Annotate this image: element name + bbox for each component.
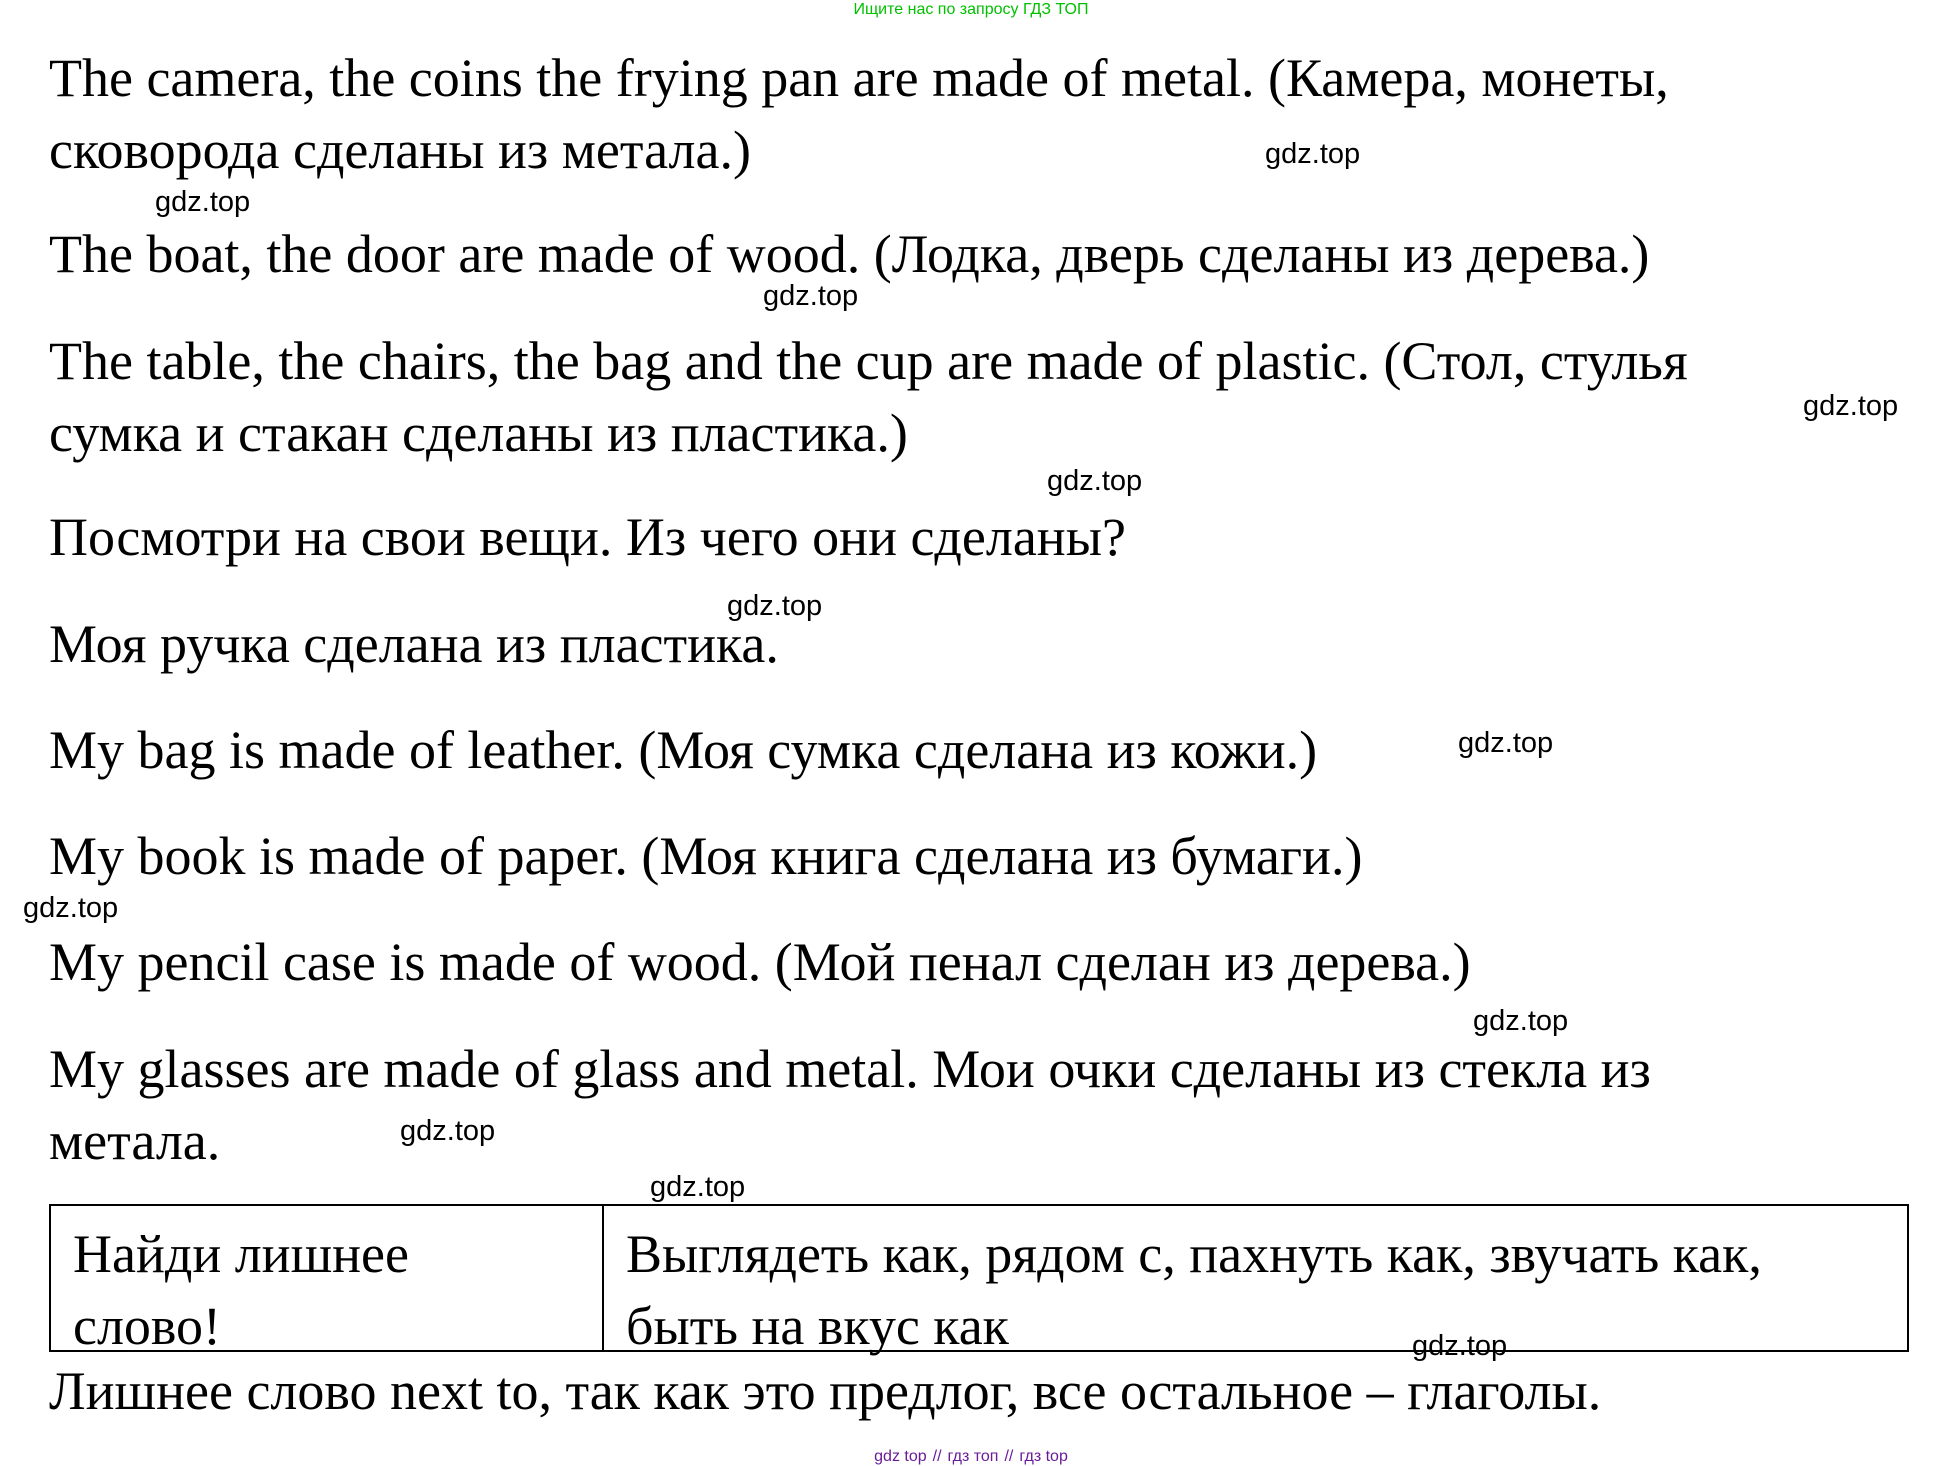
text-line-2: сковорода сделаны из метала.) xyxy=(49,120,751,180)
watermark: gdz.top xyxy=(1412,1330,1508,1362)
watermark: gdz.top xyxy=(763,280,859,312)
task-instruction-line-1: Найди лишнее xyxy=(73,1224,409,1284)
watermark: gdz.top xyxy=(400,1115,496,1147)
task-instruction-line-2: слово! xyxy=(73,1296,222,1356)
text-line-10: My pencil case is made of wood. (Мой пенал сделан из дерева.) xyxy=(49,932,1471,992)
text-line-9: My book is made of paper. (Моя книга сделана из бумаги.) xyxy=(49,826,1363,886)
search-hint-header: Ищите нас по запросу ГДЗ ТОП xyxy=(853,1,1089,18)
text-line-8: My bag is made of leather. (Моя сумка сделана из кожи.) xyxy=(49,720,1318,780)
footer-link-3[interactable]: гдз top xyxy=(1019,1448,1068,1465)
footer-separator: // xyxy=(932,1448,942,1465)
footer-separator: // xyxy=(1004,1448,1014,1465)
watermark: gdz.top xyxy=(727,590,823,622)
text-line-11: My glasses are made of glass and metal. Мои очки сделаны из стекла из xyxy=(49,1039,1651,1099)
text-line-5: сумка и стакан сделаны из пластика.) xyxy=(49,403,908,463)
watermark: gdz.top xyxy=(1458,727,1554,759)
task-words-cell xyxy=(604,1206,1907,1356)
task-instruction-cell xyxy=(51,1206,604,1356)
footer-link-1[interactable]: gdz top xyxy=(874,1448,927,1465)
answer-line: Лишнее слово next to, так как это предлог, все остальное – глаголы. xyxy=(49,1361,1602,1421)
footer-link-2[interactable]: гдз топ xyxy=(947,1448,999,1465)
text-line-6: Посмотри на свои вещи. Из чего они сделаны? xyxy=(49,507,1126,567)
watermark: gdz.top xyxy=(155,186,251,218)
text-line-1: The camera, the coins the frying pan are made of metal. (Камера, монеты, xyxy=(49,48,1669,108)
text-line-3: The boat, the door are made of wood. (Лодка, дверь сделаны из дерева.) xyxy=(49,224,1650,284)
text-line-4: The table, the chairs, the bag and the cup are made of plastic. (Стол, стулья xyxy=(49,331,1688,391)
watermark: gdz.top xyxy=(23,892,119,924)
footer-links xyxy=(0,1448,1942,1466)
text-line-7: Моя ручка сделана из пластика. xyxy=(49,614,779,674)
watermark: gdz.top xyxy=(650,1171,746,1203)
task-words-line-1: Выглядеть как, рядом с, пахнуть как, звучать как, xyxy=(626,1224,1762,1284)
task-table xyxy=(49,1204,1909,1356)
watermark: gdz.top xyxy=(1803,390,1899,422)
watermark: gdz.top xyxy=(1047,465,1143,497)
text-line-12: метала. xyxy=(49,1111,221,1171)
watermark: gdz.top xyxy=(1473,1005,1569,1037)
task-words-line-2: быть на вкус как xyxy=(626,1296,1009,1356)
watermark: gdz.top xyxy=(1265,138,1361,170)
